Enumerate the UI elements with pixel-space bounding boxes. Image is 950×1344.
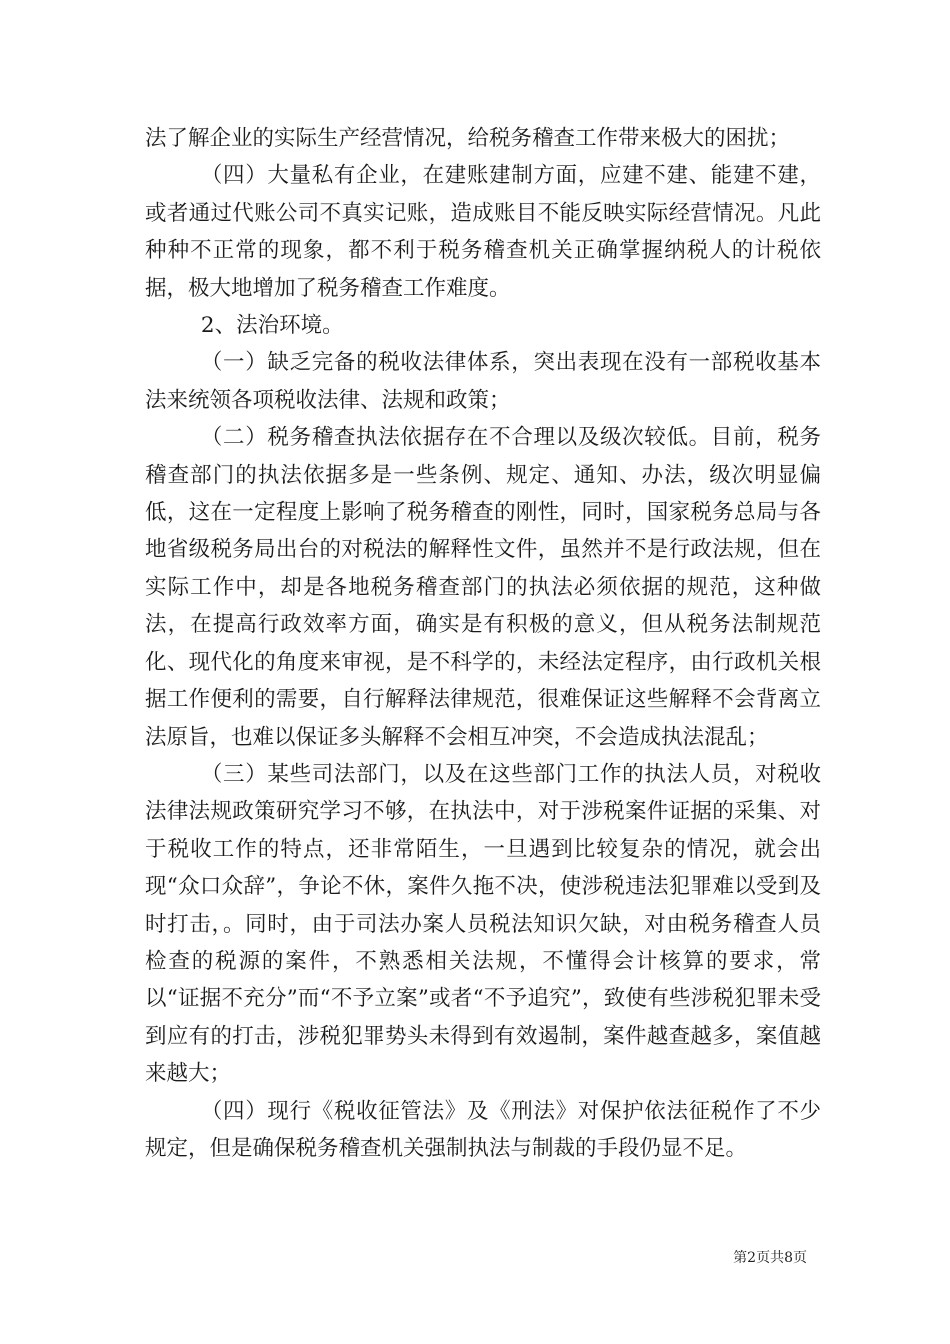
paragraph-continuation: 法了解企业的实际生产经营情况，给税务稽查工作带来极大的困扰； (145, 126, 791, 151)
paragraph-collection-law: （四）现行《税收征管法》及《刑法》对保护依法征税作了不少规定，但是确保税务稽查机关强制执法与制裁的手段仍显不足。 (145, 1098, 821, 1161)
section-heading-legal-environment: 2、法治环境。 (200, 313, 344, 339)
paragraph-judicial-departments: （三）某些司法部门，以及在这些部门工作的执法人员，对税收法律法规政策研究学习不够，在执法中，对于涉税案件证据的采集、对于税收工作的特点，还非常陌生，一旦遇到比较复杂的情况，就会出现“众口众辞”，争论不休，案件久拖不决，使涉税违法犯罪难以受到及时打击，。同时，由于司法办案人员税法知识欠缺，对由税务稽查人员检查的税源的案件，不熟悉相关法规，不懂得会计核算的要求，常以“证据不充分”而“不予立案”或者“不予追究”，致使有些涉税犯罪未受到应有的打击，涉税犯罪势头未得到有效遏制，案件越查越多，案值越来越大； (145, 761, 821, 1087)
paragraph-private-enterprises: （四）大量私有企业，在建账建制方面，应建不建、能建不建，或者通过代账公司不真实记账，造成账目不能反映实际经营情况。凡此种种不正常的现象，都不利于税务稽查机关正确掌握纳税人的计税依据，极大地增加了税务稽查工作难度。 (145, 163, 821, 301)
document-body (145, 120, 821, 1167)
page-number: 第2页共8页 (733, 1250, 807, 1266)
paragraph-enforcement-basis: （二）税务稽查执法依据存在不合理以及级次较低。目前，税务稽查部门的执法依据多是一些条例、规定、通知、办法，级次明显偏低，这在一定程度上影响了税务稽查的刚性，同时，国家税务总局与各地省级税务局出台的对税法的解释性文件，虽然并不是行政法规，但在实际工作中，却是各地税务稽查部门的执法必须依据的规范，这种做法，在提高行政效率方面，确实是有积极的意义，但从税务法制规范化、现代化的角度来审视，是不科学的，未经法定程序，由行政机关根据工作便利的需要，自行解释法律规范，很难保证这些解释不会背离立法原旨，也难以保证多头解释不会相互冲突，不会造成执法混乱； (145, 425, 821, 750)
paragraph-tax-law-system: （一）缺乏完备的税收法律体系，突出表现在没有一部税收基本法来统领各项税收法律、法规和政策； (145, 350, 821, 413)
